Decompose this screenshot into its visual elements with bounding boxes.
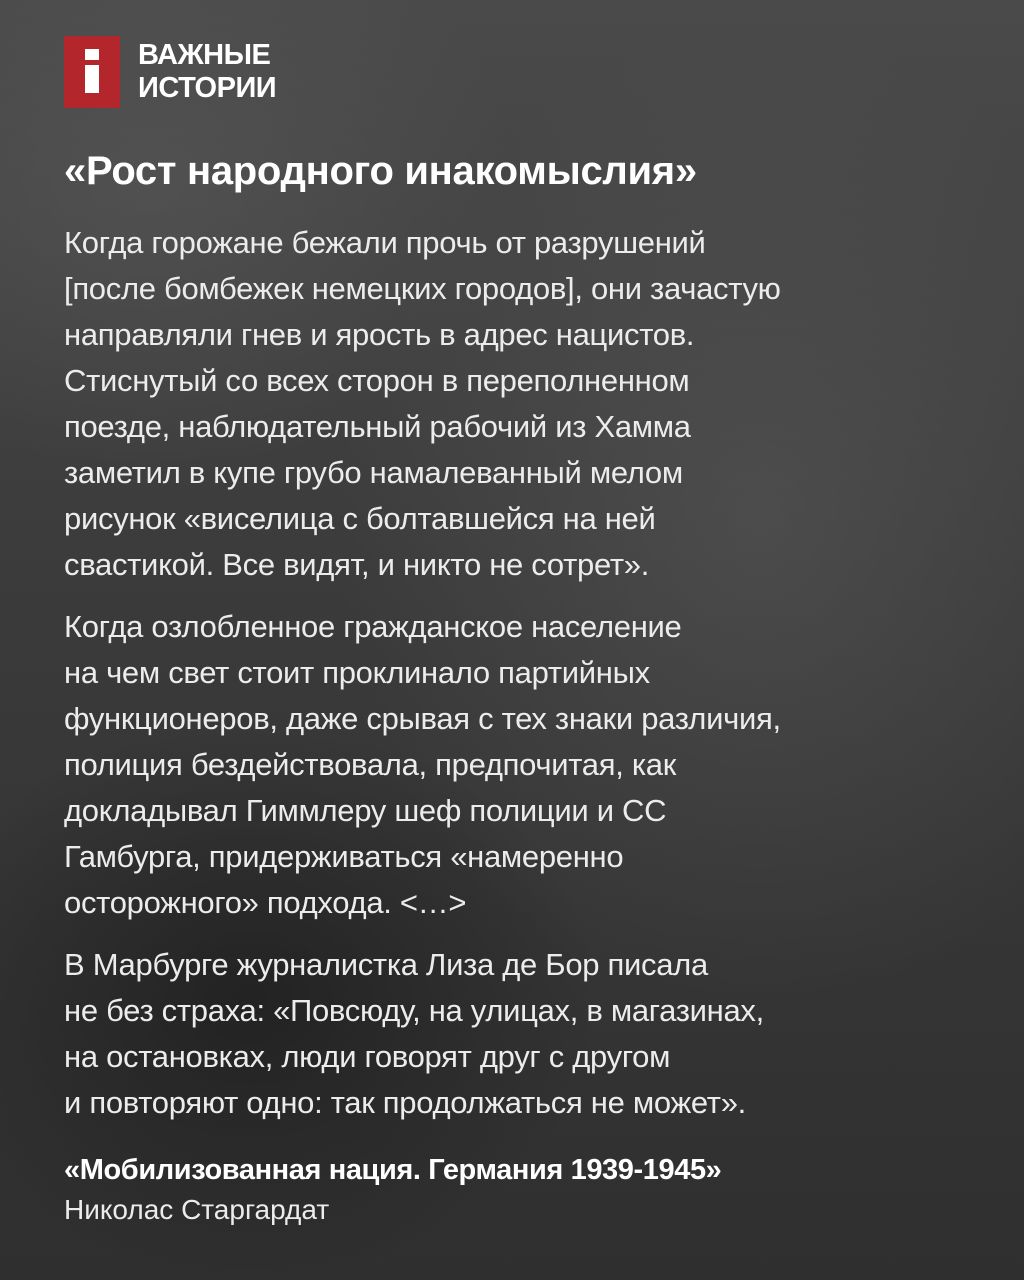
text-line: Гамбурга, придерживаться «намеренно (64, 839, 624, 874)
text-line: осторожного» подхода. <…> (64, 885, 467, 920)
text-line: поезде, наблюдательный рабочий из Хамма (64, 409, 691, 444)
logo-text (138, 39, 276, 105)
book-title: «Мобилизованная нация. Германия 1939-1945» (64, 1154, 722, 1186)
logo-i-icon (64, 36, 120, 108)
text-line: Стиснутый со всех сторон в переполненном (64, 363, 690, 398)
text-line: на остановках, люди говорят друг с другом (64, 1039, 671, 1074)
logo-line-2: ИСТОРИИ (138, 72, 277, 104)
text-line: Когда горожане бежали прочь от разрушений (64, 225, 706, 260)
text-line: не без страха: «Повсюду, на улицах, в магазинах, (64, 993, 764, 1028)
text-line: полиция бездействовала, предпочитая, как (64, 747, 676, 782)
text-line: на чем свет стоит проклинало партийных (64, 655, 650, 690)
text-line: свастикой. Все видят, и никто не сотрет». (64, 547, 650, 582)
source-citation (64, 1148, 984, 1228)
logo-line-1: ВАЖНЫЕ (138, 39, 271, 71)
text-line: заметил в купе грубо намалеванный мелом (64, 455, 683, 490)
text-line: и повторяют одно: так продолжаться не может». (64, 1085, 746, 1120)
text-line: [после бомбежек немецких городов], они зачастую (64, 271, 781, 306)
page-title: «Рост народного инакомыслия» (64, 149, 697, 193)
book-author: Николас Старгардат (64, 1194, 330, 1225)
text-line: направляли гнев и ярость в адрес нацистов. (64, 317, 695, 352)
paragraph-3 (64, 942, 964, 1126)
logo (64, 36, 276, 108)
text-line: рисунок «виселица с болтавшейся на ней (64, 501, 656, 536)
text-line: докладывал Гиммлеру шеф полиции и СС (64, 793, 667, 828)
text-line: функционеров, даже срывая с тех знаки различия, (64, 701, 781, 736)
paragraph-1 (64, 220, 964, 588)
text-line: Когда озлобленное гражданское население (64, 609, 682, 644)
paragraph-2 (64, 604, 964, 926)
text-line: В Марбурге журналистка Лиза де Бор писала (64, 947, 708, 982)
quote-body (64, 220, 964, 1142)
